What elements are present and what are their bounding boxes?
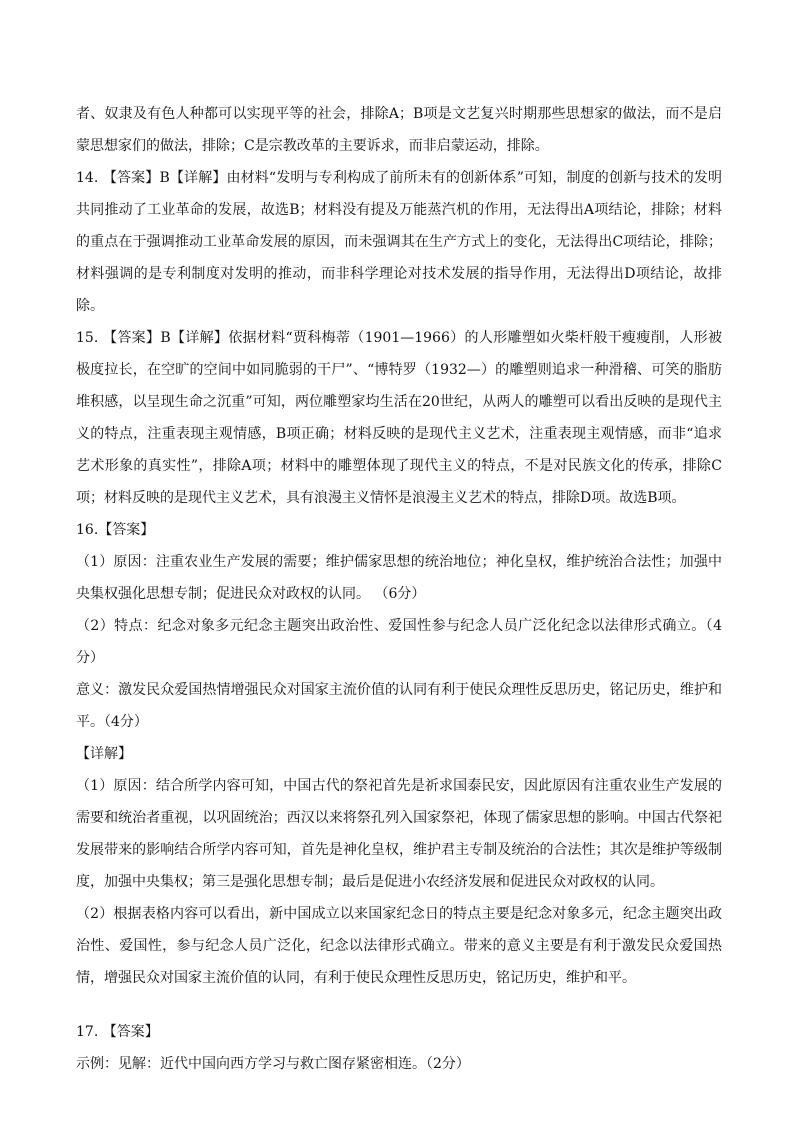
paragraph-13-continuation: 者、奴隶及有色人种都可以实现平等的社会，排除A；B项是文艺复兴时期那些思想家的做法，而不是启蒙思想家们的做法，排除；C是宗教改革的主要诉求，而非启蒙运动，排除。 <box>76 106 722 154</box>
paragraph-16-reason: （1）原因：注重农业生产发展的需要；维护儒家思想的统治地位；神化皇权，维护统治合法性；加强中央集权强化思想专制；促进民众对政权的认同。 （6分） <box>76 554 722 602</box>
paragraph-answer-14: 14. 【答案】B【详解】由材料“发明与专利构成了前所未有的创新体系”可知，制度的创新与技术的发明共同推动了工业革命的发展，故选B；材料没有提及万能蒸汽机的作用，无法得出A项结论，排除；材料的重点在于强调推动工业革命发展的原因，而未强调其在生产方式上的变化，无法得出C项结论，排除；材料强调的是专利制度对发明的推动，而非科学理论对技术发展的指导作用，无法得出D项结论，故排除。 <box>76 170 722 314</box>
paragraph-16-explanation-2: （2）根据表格内容可以看出，新中国成立以来国家纪念日的特点主要是纪念对象多元，纪念主题突出政治性、爱国性，参与纪念人员广泛化，纪念以法律形式确立。带来的意义主要是有利于激发民众爱国热情，增强民众对国家主流价值的认同，有利于使民众理性反思历史，铭记历史，维护和平。 <box>76 906 722 986</box>
heading-answer-16: 16.【答案】 <box>76 522 155 538</box>
paragraph-answer-15: 15. 【答案】B【详解】依据材料“贾科梅蒂（1901—1966）的人形雕塑如火柴杆般干瘦瘦削，人形被极度拉长，在空旷的空间中如同脆弱的干尸”、“博特罗（1932—）的雕塑则追求一种滑稽、可笑的脂肪堆积感，以呈现生命之沉重”可知，两位雕塑家均生活在20世纪，从两人的雕塑可以看出反映的是现代主义的特点，注重表现主观情感，B项正确；材料反映的是现代主义艺术，注重表现主观情感，而非“追求艺术形象的真实性”，排除A项；材料中的雕塑体现了现代主义的特点，不是对民族文化的传承，排除C项；材料反映的是现代主义艺术，具有浪漫主义情怀是浪漫主义艺术的特点，排除D项。故选B项。 <box>76 330 722 506</box>
answer-content <box>76 98 722 1080</box>
heading-answer-17: 17. 【答案】 <box>76 1024 159 1040</box>
paragraph-16-explanation-1: （1）原因：结合所学内容可知，中国古代的祭祀首先是祈求国泰民安，因此原因有注重农业生产发展的需要和统治者重视，以巩固统治；西汉以来将祭孔列入国家祭祀，体现了儒家思想的影响。中国古代祭祀发展带来的影响结合所学内容可知，首先是神化皇权，维护君主专制及统治的合法性；其次是维护等级制度，加强中央集权；第三是强化思想专制；最后是促进小农经济发展和促进民众对政权的认同。 <box>76 778 722 890</box>
paragraph-16-features: （2）特点：纪念对象多元纪念主题突出政治性、爱国性参与纪念人员广泛化纪念以法律形式确立。（4分） <box>76 618 722 666</box>
paragraph-17-example: 示例：见解：近代中国向西方学习与救亡图存紧密相连。（2分） <box>76 1056 470 1072</box>
spacer <box>76 994 722 1016</box>
paragraph-16-significance: 意义：激发民众爱国热情增强民众对国家主流价值的认同有利于使民众理性反思历史，铭记历史，维护和平。（4分） <box>76 682 722 730</box>
heading-explanation-16: 【详解】 <box>76 746 132 762</box>
